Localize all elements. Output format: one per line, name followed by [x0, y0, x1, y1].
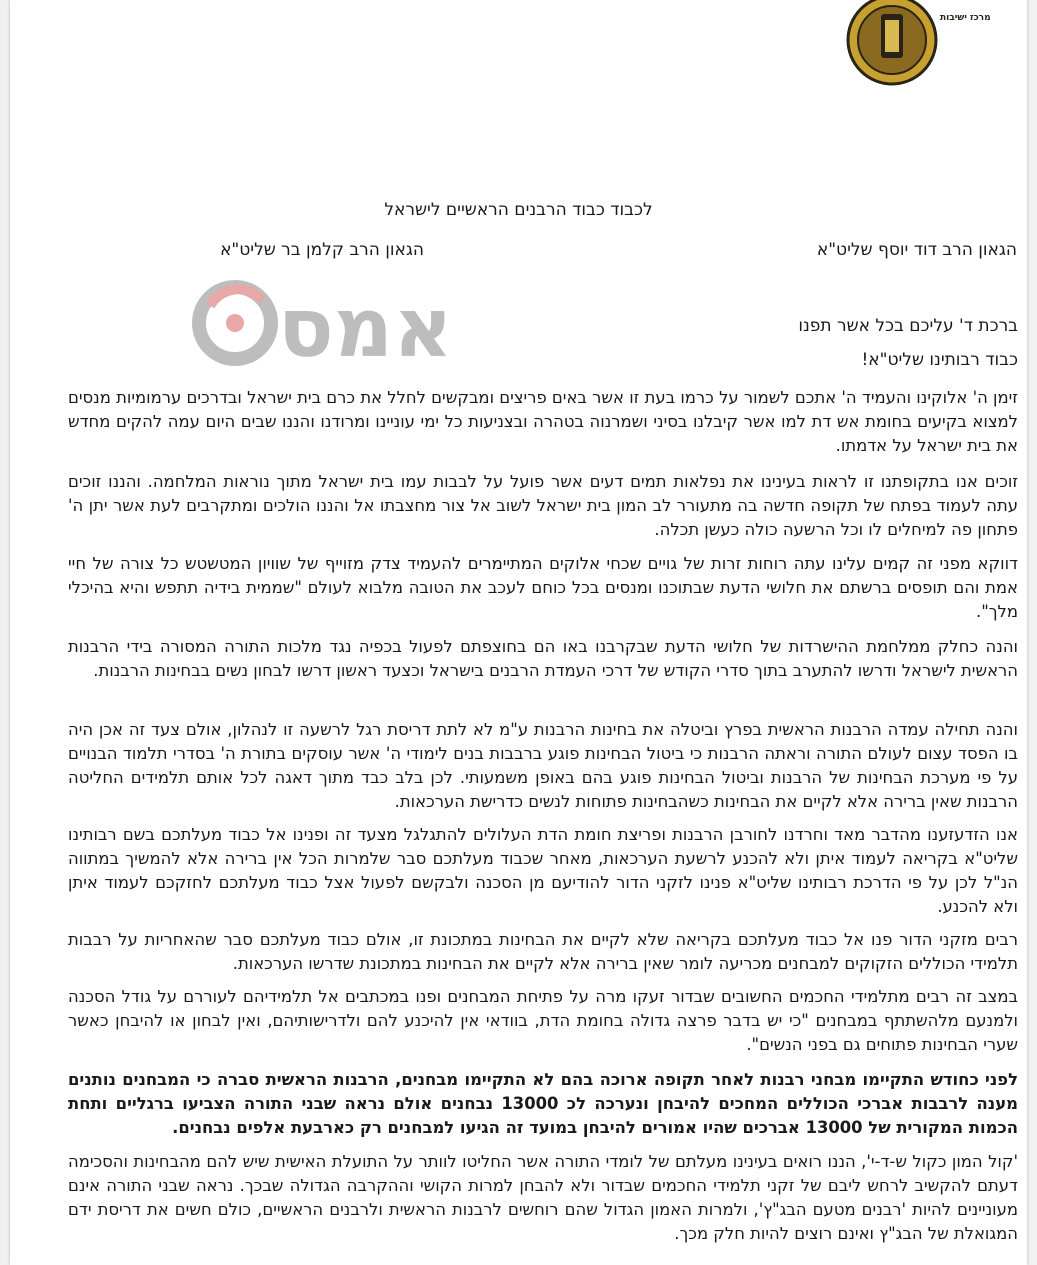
addressee-1: הגאון הרב דוד יוסף שליט"א [816, 240, 1017, 260]
greeting: ברכת ד' עליכם בכל אשר תפנו [798, 316, 1018, 336]
last-paragraph: 'קול המון כקול ש-ד-י', הננו רואים בעינינו מעלתם של לומדי התורה אשר החליטו לוותר על התועלת האישית שיש להם מהבחינות והסכימה דעתם להקשיב לרחש ליבם של זקני תלמידי החכמים שבדור ולא להבחן למרות הקושי וההקרבה הגדולה שבכך. נראה שבני התורה אינם מעוניינים להיות 'רבנים מטעם הבג"ץ', ולמרות האמון הגדול שהם רוחשים לרבנות הראשית ולרבנים הראשיים, כולם חשים את דריסת ידם המגואלת של הבג"ץ ואינם רוצים להיות חלק מכך. [68, 1152, 1018, 1243]
seal-text: מרכז ישיבות [940, 13, 991, 23]
paragraph-2: זוכים אנו בתקופתנו זו לראות בעינינו את נפלאות תמים דעים אשר פועל על לבבות עמו בית ישראל מתוך נוראות המלחמה. והננו זוכים עתה לעמוד בפתח של תקופה חדשה בה מתעורר לב המון בית ישראל לשוב אל צור מחצבתו אל והננו הולכים ומתקרבים לעת אשר יתן ה' פתחון פה למיחלים לו וכל הרשעה כולה כעשן תכלה. [68, 472, 1018, 539]
seal-logo [825, 0, 991, 90]
paragraph-7: רבים מזקני הדור פנו אל כבוד מעלתכם בקריאה שלא לקיים את הבחינות במתכונת זו, אולם כבוד מעלתכם סבר שהאחריות על רבבות תלמידי הכוללים הזקוקים למבחנים מכריעה לומר שאין ברירה אלא לקיים את הבחינות במתכונת שדרשו הערכאות. [68, 930, 1018, 973]
paragraph-6: אנו הזדעזענו מהדבר מאד וחרדנו לחורבן הרבנות ופריצת חומת הדת העלולים להתגלגל מצעד זה ופנינו אל כבוד מעלתכם בשם רבותינו שליט"א בקריאה לעמוד איתן ולא להכנע לרשעת הערכאות, מאחר שכבוד מעלתכם סבר שלמרות הכל אין ברירה אלא להמשיך במתווה הנ"ל לכן על פי הדרכת רבותינו שליט"א פנינו לזקני הדור להודיעם מן הסכנה ולבקשם לפעול אצל כבוד מעלתכם לחזקכם לעמוד איתן ולא להכנע. [68, 825, 1018, 916]
watermark-logo [190, 278, 453, 376]
paragraph-8: במצב זה רבים מתלמידי החכמים החשובים שבדור זעקו מרה על פתיחת המבחנים ופנו במכתבים אל תלמידיהם לעוררם על גודל הסכנה ולמנעם מלהשתתף במבחנים "כי יש בדבר פרצה גדולה בחומת הדת, בוודאי אין להיכנע להם ולדרישותיהם, ואין לבחון או להיבחן כאשר שערי הבחינות פתוחים גם בפני הנשים". [68, 987, 1018, 1054]
letter-page [10, 0, 1027, 1265]
paragraph-1: זימן ה' אלוקינו והעמיד ה' אתכם לשמור על כרמו בעת זו אשר באים פריצים ומבקשים לחלל את כרם בית ישראל ובדרכים ערמומיות מנסים למצוא בקיעים בחומת אש דת למו אשר קיבלנו בסיני ושמרנוה בטהרה ובצניעות כל ימי עוניינו ומרודנו והננו שבים היום עמה להקים מחדש את בית ישראל על אדמתו. [68, 388, 1018, 455]
paragraph-4: והנה כחלק ממלחמת ההישרדות של חלושי הדעת שבקרבנו באו הם בחוצפתם לפעול בכפיה נגד מלכות התורה המסורה בידי הרבנות הראשית לישראל ודרשו להתערב בתוך סדרי הקודש של דרכי העמדת הרבנים בישראל וכצעד ראשון דרשו לבחון נשים בבחינות הרבנות. [68, 637, 1018, 680]
addressee-2: הגאון הרב קלמן בר שליט"א [220, 240, 424, 260]
address-title: לכבוד כבוד הרבנים הראשיים לישראל [384, 200, 653, 220]
paragraph-5: והנה תחילה עמדה הרבנות הראשית בפרץ וביטלה את בחינות הרבנות ע"מ לא לתת דריסת רגל לרשעה זו לנהלון, אולם צעד זה אכן היה בו הפסד עצום לעולם התורה וראתה הרבנות כי ביטול הבחינות פוגע ברבבות בנים לימודי ה' אשר עוסקים בתורת ה' בסדרי תלמוד הבנויים על פי מערכת הבחינות של הרבנות וביטול הבחינות פוגע בהם באופן משמעותי. לכן בלב כבד מתוך דאגה לכל אותם תלמידים החליטה הרבנות שאין ברירה אלא לקיים את הבחינות כשהבחינות פתוחות לנשים כדרישת הערכאות. [68, 720, 1018, 811]
bold-paragraph: לפני כחודש התקיימו מבחני רבנות לאחר תקופה ארוכה בהם לא התקיימו מבחנים, הרבנות הראשית סברה כי המבחנים נותנים מענה לרבבות אברכי הכוללים המחכים להיבחן ונערכה לכ 13000 נבחנים אולם נראה שבני התורה הצביעו ברגליים ותחת הכמות המקורית של 13000 אברכים שהיו אמורים להיבחן במועד זה הגיעו למבחנים רק כארבעת אלפים נבחנים. [68, 1070, 1018, 1137]
watermark-text: אמס [278, 281, 453, 376]
salutation: כבוד רבותינו שליט"א! [861, 350, 1018, 370]
paragraph-3: דווקא מפני זה קמים עלינו עתה רוחות זרות של גויים שכחי אלוקים המתיימרים להעמיד צדק מזוייף של שוויון המטשטש כל צורה של חיי אמת והם תופסים ברשתם את חלושי הדעת שבתוכנו ומנסים בכל כוחם לעכב את הטובה מלבוא לעולם "שממית בידיה תתפש והיא בהיכלי מלך". [68, 554, 1018, 621]
